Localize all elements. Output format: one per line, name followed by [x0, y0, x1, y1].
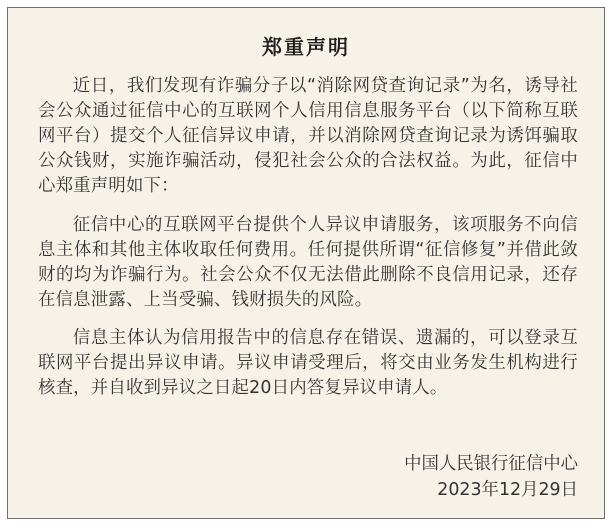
paragraph-1-block — [38, 74, 578, 199]
signature-date: 2023年12月29日 — [437, 480, 578, 500]
paragraph-2-block — [38, 213, 578, 313]
notice-title: 郑重声明 — [262, 35, 350, 59]
notice-card — [7, 7, 605, 519]
signature-organization: 中国人民银行征信中心 — [404, 454, 578, 474]
paragraph-2: 征信中心的互联网平台提供个人异议申请服务，该项服务不向信息主体和其他主体收取任何费用。任何提供所谓“征信修复”并借此敛财的均为诈骗行为。社会公众不仅无法借此删除不良信用记录，还存在信息泄露、上当受骗、钱财损失的风险。 — [38, 215, 578, 310]
paragraph-1: 近日，我们发现有诈骗分子以“消除网贷查询记录”为名，诱导社会公众通过征信中心的互联网个人信用信息服务平台（以下简称互联网平台）提交个人征信异议申请，并以消除网贷查询记录为诱饵骗取公众钱财，实施诈骗活动，侵犯社会公众的合法权益。为此，征信中心郑重声明如下： — [38, 76, 578, 196]
paragraph-3-block — [38, 326, 578, 401]
paragraph-3: 信息主体认为信用报告中的信息存在错误、遗漏的，可以登录互联网平台提出异议申请。异议申请受理后，将交由业务发生机构进行核查，并自收到异议之日起20日内答复异议申请人。 — [38, 328, 578, 398]
